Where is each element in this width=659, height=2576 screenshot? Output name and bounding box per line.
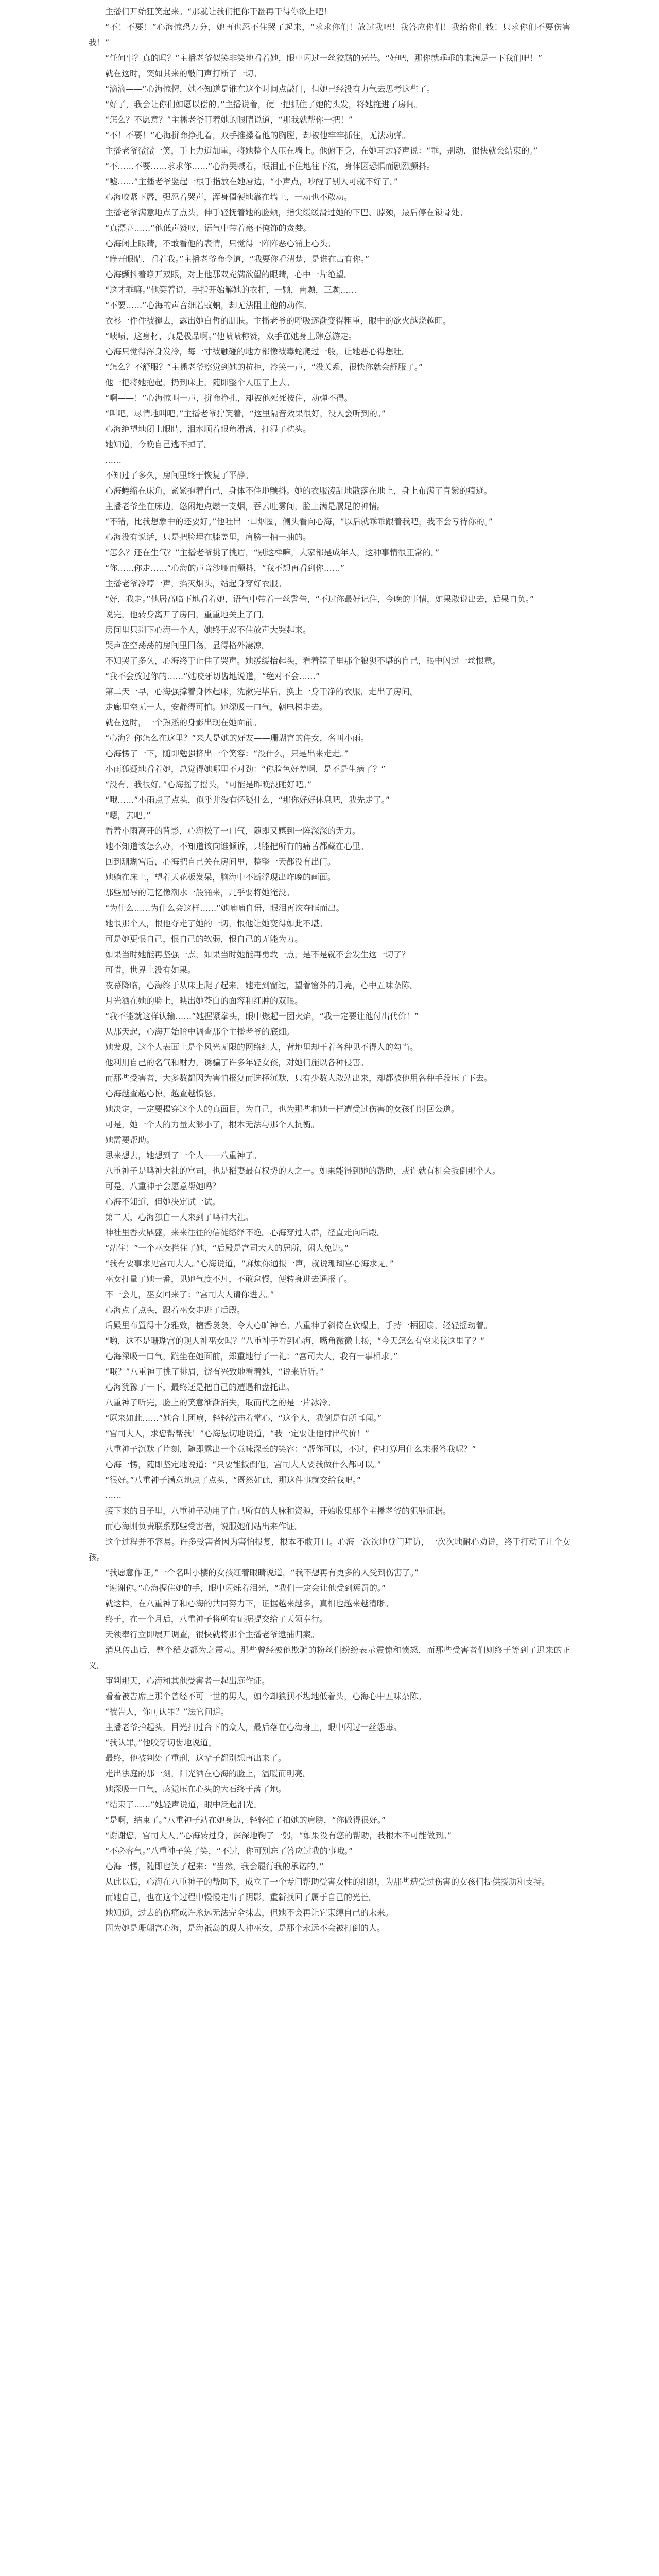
paragraph: 心海蜷缩在床角，紧紧抱着自己，身体不住地颤抖。她的衣服凌乱地散落在地上，身上布满了青紫的痕迹。 [105, 486, 493, 496]
paragraph: 心海不知道，但她决定试一试。 [105, 1197, 221, 1207]
paragraph: “很好。”八重神子满意地点了点头，“既然如此，那这件事就交给我吧。” [105, 1475, 361, 1485]
paragraph: “不……不要……求求你……”心海哭喊着，眼泪止不住地往下流，身体因恐惧而剧烈颤抖。 [105, 161, 435, 171]
paragraph: “结束了……”她轻声说道，眼中泛起泪光。 [105, 1800, 262, 1809]
paragraph: “你……你走……”心海的声音沙哑而颤抖，“我不想再看到你……” [105, 563, 345, 573]
paragraph: “啊——！”心海惊叫一声，拼命挣扎，却被他死死按住，动弹不得。 [105, 393, 353, 403]
paragraph: “哟，这不是珊瑚宫的现人神巫女吗？”八重神子看到心海，嘴角微微上扬，“今天怎么有空来我这里了？” [105, 1336, 485, 1346]
paragraph: 她躺在床上，望着天花板发呆，脑海中不断浮现出昨晚的画面。 [105, 872, 336, 882]
paragraph: “怎么？不舒服？”主播老爷察觉到她的抗拒，冷笑一声，“没关系，很快你就会舒服了。” [105, 362, 423, 372]
paragraph: “是啊，结束了。”八重神子站在她身边，轻轻拍了拍她的肩膀，“你做得很好。” [105, 1815, 386, 1825]
paragraph: 主播老爷满意地点了点头，伸手轻抚着她的脸颊，指尖缓缓滑过她的下巴、脖颈，最后停在锁骨处。 [105, 208, 468, 217]
paragraph: 走出法庭的那一刻，阳光洒在心海的脸上，温暖而明亮。 [105, 1769, 311, 1778]
paragraph: “我认罪。”他咬牙切齿地说道。 [105, 1738, 217, 1748]
paragraph: 可是，八重神子会愿意帮她吗？ [105, 1181, 221, 1191]
paragraph: “任何事？真的吗？”主播老爷似笑非笑地看着她，眼中闪过一丝狡黠的光芒。“好吧，那你就乖乖的来满足一下我们吧！” [105, 53, 543, 63]
paragraph: “心海？你怎么在这里？”来人是她的好友——珊瑚宫的侍女，名叫小雨。 [105, 733, 369, 743]
paragraph: 她不知道该怎么办，不知道该向谁倾诉，只能把所有的痛苦都藏在心里。 [105, 841, 369, 851]
paragraph: “原来如此……”她合上团扇，轻轻敲击着掌心，“这个人，我倒是有所耳闻。” [105, 1413, 382, 1423]
paragraph: 主播老爷微微一笑，手上力道加重，将她整个人压在墙上。他俯下身，在她耳边轻声说：“乖，别动，很快就会结束的。” [105, 146, 538, 156]
paragraph: “不！不要！”心海拼命挣扎着，双手推搡着他的胸膛，却被他牢牢抓住，无法动弹。 [105, 130, 410, 140]
paragraph: “被告人，你可认罪？”法官问道。 [105, 1707, 229, 1717]
paragraph: “怎么？不愿意？”主播老爷盯着她的眼睛说道，“那我就帮你一把！” [105, 115, 353, 125]
paragraph: 可是她更恨自己，恨自己的软弱，恨自己的无能为力。 [105, 934, 303, 944]
paragraph: 八重神子沉默了片刻，随即露出一个意味深长的笑容：“帮你可以，不过，你打算用什么来报答我呢？” [105, 1444, 476, 1454]
paragraph: 第二天一早，心海强撑着身体起床，洗漱完毕后，换上一身干净的衣服，走出了房间。 [105, 687, 419, 697]
paragraph-list [89, 4, 570, 1936]
paragraph: 不知过了多久，房间里终于恢复了平静。 [105, 470, 254, 480]
paragraph: “叫吧，尽情地叫吧。”主播老爷狞笑着，“这里隔音效果很好，没人会听到的。” [105, 409, 386, 418]
paragraph: “谢谢你。”心海握住她的手，眼中闪烁着泪光，“我们一定会让他受到惩罚的。” [105, 1583, 386, 1593]
paragraph: 天领奉行立即展开调查，很快就将那个主播老爷逮捕归案。 [105, 1630, 320, 1639]
paragraph: “这才乖嘛。”他笑着说，手指开始解她的衣扣，一颗，两颗，三颗…… [105, 285, 357, 295]
paragraph: 看着小雨离开的背影，心海松了一口气，随即又感到一阵深深的无力。 [105, 826, 361, 836]
paragraph: 因为她是珊瑚宫心海，是海祇岛的现人神巫女，是那个永远不会被打倒的人。 [105, 1923, 386, 1933]
paragraph: “谢谢您，宫司大人。”心海转过身，深深地鞠了一躬，“如果没有您的帮助，我根本不可能做到。” [105, 1831, 452, 1840]
paragraph: “站住！”一个巫女拦住了她，“后殿是宫司大人的居所，闲人免进。” [105, 1243, 349, 1253]
paragraph: 那些屈辱的记忆像潮水一般涌来，几乎要将她淹没。 [105, 888, 295, 897]
paragraph: 终于，在一个月后，八重神子将所有证据提交给了天领奉行。 [105, 1614, 328, 1624]
paragraph: 心海越查越心惊，越查越愤怒。 [105, 1089, 221, 1098]
paragraph: 看着被告席上那个曾经不可一世的男人，如今却狼狈不堪地低着头，心海心中五味杂陈。 [105, 1691, 427, 1701]
paragraph: 她发现，这个人表面上是个风光无限的网络红人，背地里却干着各种见不得人的勾当。 [105, 1042, 419, 1052]
paragraph: 主播老爷坐在床边，悠闲地点燃一支烟，吞云吐雾间，脸上满是餍足的神情。 [105, 501, 386, 511]
paragraph: “不！不要！”心海惊恐万分，她再也忍不住哭了起来，“求求你们！放过我吧！我答应你们！我给你们钱！只求你们不要伤害我！” [89, 22, 570, 47]
paragraph: 心海点了点头，跟着巫女走进了后殿。 [105, 1305, 246, 1315]
paragraph: 如果当时她能再坚强一点，如果当时她能再勇敢一点，是不是就不会发生这一切了？ [105, 950, 410, 959]
paragraph: 主播老爷抬起头，目光扫过台下的众人，最后落在心海身上，眼中闪过一丝怨毒。 [105, 1722, 402, 1732]
paragraph: 回到珊瑚宫后，心海把自己关在房间里，整整一天都没有出门。 [105, 857, 336, 867]
paragraph: “哦……”小雨点了点头，似乎并没有怀疑什么，“那你好好休息吧，我先走了。” [105, 795, 390, 805]
article-body [89, 4, 570, 1936]
paragraph: …… [105, 455, 122, 465]
paragraph: 主播老爷冷哼一声，掐灭烟头，站起身穿好衣服。 [105, 579, 287, 588]
paragraph: 心海没有说话，只是把脸埋在膝盖里，肩膀一抽一抽的。 [105, 532, 311, 542]
paragraph: 最终，他被判处了重刑，这辈子都别想再出来了。 [105, 1753, 287, 1763]
paragraph: 不知哭了多久，心海终于止住了哭声。她缓缓抬起头，看着镜子里那个狼狈不堪的自己，眼中闪过一丝恨意。 [105, 656, 501, 666]
paragraph: “睁开眼睛，看着我。”主播老爷命令道，“我要你看清楚，是谁在占有你。” [105, 254, 370, 264]
paragraph: “我愿意作证。”一个名叫小樱的女孩红着眼睛说道，“我不想再有更多的人受到伤害了。” [105, 1568, 419, 1578]
paragraph: 心海闭上眼睛，不敢看他的表情，只觉得一阵阵恶心涌上心头。 [105, 239, 336, 248]
paragraph: 说完，他转身离开了房间，重重地关上了门。 [105, 609, 270, 619]
paragraph: 而心海则负责联系那些受害者，说服她们站出来作证。 [105, 1521, 303, 1531]
paragraph: “为什么……为什么会这样……”她喃喃自语，眼泪再次夺眶而出。 [105, 903, 344, 913]
paragraph: 衣衫一件件被褪去，露出她白皙的肌肤。主播老爷的呼吸逐渐变得粗重，眼中的欲火越烧越旺。 [105, 316, 452, 326]
paragraph: 房间里只剩下心海一个人，她终于忍不住放声大哭起来。 [105, 625, 311, 635]
paragraph: “嘘……”主播老爷竖起一根手指放在她唇边，“小声点，吵醒了别人可就不好了。” [105, 177, 398, 187]
paragraph: “不错，比我想象中的还要好。”他吐出一口烟圈，侧头看向心海，“以后就乖乖跟着我吧，我不会亏待你的。” [105, 517, 493, 527]
paragraph: “没有，我很好。”心海摇了摇头，“可能是昨晚没睡好吧。” [105, 779, 312, 789]
paragraph: 就这样，在八重神子和心海的共同努力下，证据越来越多，真相也越来越清晰。 [105, 1599, 394, 1608]
paragraph: “好，我走。”他居高临下地看着她，语气中带着一丝警告，“不过你最好记住，今晚的事情，如果敢说出去，后果自负。” [105, 594, 534, 604]
paragraph: 消息传出后，整个稻妻都为之震动。那些曾经被他欺骗的粉丝们纷纷表示震惊和愤怒，而那些受害者们则终于等到了迟来的正义。 [89, 1645, 570, 1670]
paragraph: 八重神子听完，脸上的笑意渐渐消失，取而代之的是一片冰冷。 [105, 1398, 336, 1408]
paragraph: 心海犹豫了一下，最终还是把自己的遭遇和盘托出。 [105, 1382, 295, 1392]
paragraph: 哭声在空荡荡的房间里回荡，显得格外凄凉。 [105, 640, 270, 650]
paragraph: 心海愣了一下，随即勉强挤出一个笑容：“没什么，只是出来走走。” [105, 749, 349, 758]
paragraph: 主播们开始狂笑起来。“那就让我们把你干翻再干得你欲上吧！ [105, 7, 332, 16]
paragraph: 巫女打量了她一番，见她气度不凡，不敢怠慢，便转身进去通报了。 [105, 1274, 353, 1284]
paragraph: 可是，她一个人的力量太渺小了，根本无法与那个人抗衡。 [105, 1120, 320, 1129]
paragraph: 这个过程并不容易。许多受害者因为害怕报复，根本不敢开口。心海一次次地登门拜访，一次次地耐心劝说，终于打动了几个女孩。 [89, 1537, 570, 1562]
paragraph: 心海绝望地闭上眼睛，泪水顺着眼角滑落，打湿了枕头。 [105, 424, 311, 434]
paragraph: 夜幕降临，心海终于从床上爬了起来。她走到窗边，望着窗外的月亮，心中五味杂陈。 [105, 980, 419, 990]
paragraph: “啧啧，这身材，真是极品啊。”他啧啧称赞，双手在她身上肆意游走。 [105, 331, 357, 341]
paragraph: 从此以后，心海在八重神子的帮助下，成立了一个专门帮助受害女性的组织，为那些遭受过伤害的女孩们提供援助和支持。 [105, 1877, 550, 1887]
paragraph: 他一把将她抱起，扔到床上，随即整个人压了上去。 [105, 378, 295, 387]
paragraph: 心海深吸一口气，跪坐在她面前，郑重地行了一礼：“宫司大人，我有一事相求。” [105, 1351, 398, 1361]
paragraph: 小雨狐疑地看着她，总觉得她哪里不对劲：“你脸色好差啊，是不是生病了？” [105, 764, 386, 774]
paragraph: 而那些受害者，大多数都因为害怕报复而选择沉默，只有少数人敢站出来，却都被他用各种手段压了下去。 [105, 1073, 493, 1083]
paragraph: 她深吸一口气，感觉压在心头的大石终于落了地。 [105, 1784, 287, 1794]
paragraph: “我不会放过你的……”她咬牙切齿地说道，“绝对不会……” [105, 671, 320, 681]
paragraph: 她知道，过去的伤痛或许永远无法完全抹去，但她不会再让它束缚自己的未来。 [105, 1908, 394, 1918]
paragraph: 心海一愣，随即坚定地说道：“只要能扳倒他，宫司大人要我做什么都可以。” [105, 1460, 381, 1469]
paragraph: 她恨那个人，恨他夺走了她的一切，恨他让她变得如此不堪。 [105, 919, 328, 928]
paragraph: 思来想去，她想到了一个人——八重神子。 [105, 1150, 262, 1160]
paragraph: 他利用自己的名气和财力，诱骗了许多年轻女孩，对她们施以各种侵害。 [105, 1058, 369, 1067]
paragraph: “宫司大人，求您帮帮我！”心海恳切地说道，“我一定要让他付出代价！” [105, 1429, 370, 1438]
paragraph: “滴滴——”心海惊愕，她不知道是谁在这个时间点敲门，但她已经没有力气去思考这些了。 [105, 84, 435, 94]
paragraph: 而她自己，也在这个过程中慢慢走出了阴影，重新找回了属于自己的光芒。 [105, 1892, 377, 1902]
paragraph: 第二天，心海独自一人来到了鸣神大社。 [105, 1212, 254, 1222]
paragraph: “不要……”心海的声音细若蚊蚋，却无法阻止他的动作。 [105, 300, 311, 310]
paragraph: 可惜，世界上没有如果。 [105, 965, 196, 975]
paragraph: “不必客气。”八重神子笑了笑，“不过，你可别忘了答应过我的事哦。” [105, 1846, 353, 1856]
paragraph: “真漂亮……”他低声赞叹，语气中带着毫不掩饰的贪婪。 [105, 223, 311, 233]
paragraph: 走廊里空无一人，安静得可怕。她深吸一口气，朝电梯走去。 [105, 702, 328, 712]
paragraph: 她知道，今晚自己逃不掉了。 [105, 439, 213, 449]
paragraph: 接下来的日子里，八重神子动用了自己所有的人脉和资源，开始收集那个主播老爷的犯罪证据。 [105, 1506, 452, 1516]
paragraph: 神社里香火鼎盛，来来往往的信徒络绎不绝。心海穿过人群，径直走向后殿。 [105, 1228, 386, 1238]
paragraph: 心海只觉得浑身发冷，每一寸被触碰的地方都像被毒蛇爬过一般，让她恶心得想吐。 [105, 347, 410, 357]
paragraph: “我有要事求见宫司大人。”心海说道，“麻烦你通报一声，就说珊瑚宫心海求见。” [105, 1259, 394, 1268]
paragraph: 八重神子是鸣神大社的宫司，也是稻妻最有权势的人之一。如果能得到她的帮助，或许就有机会扳倒那个人。 [105, 1166, 501, 1176]
paragraph: “哦？”八重神子挑了挑眉，饶有兴致地看着她，“说来听听。” [105, 1367, 324, 1377]
paragraph: 从那天起，心海开始暗中调查那个主播老爷的底细。 [105, 1027, 295, 1037]
paragraph: …… [105, 1490, 122, 1500]
paragraph: “怎么？还在生气？”主播老爷挑了挑眉，“别这样嘛，大家都是成年人，这种事情很正常的。” [105, 548, 440, 557]
paragraph: 她需要帮助。 [105, 1135, 155, 1145]
paragraph: “我不能就这样认输……”她握紧拳头，眼中燃起一团火焰，“我一定要让他付出代价！” [105, 1011, 419, 1021]
paragraph: “嗯，去吧。” [105, 810, 151, 820]
paragraph: “好了，我会让你们如愿以偿的。”主播说着，便一把抓住了她的头发，将她拖进了房间。 [105, 99, 423, 109]
paragraph: 心海一愣，随即也笑了起来：“当然，我会履行我的承诺的。” [105, 1861, 324, 1871]
paragraph: 不一会儿，巫女回来了：“宫司大人请你进去。” [105, 1290, 274, 1299]
paragraph: 月光洒在她的脸上，映出她苍白的面容和红肿的双眼。 [105, 996, 303, 1006]
paragraph: 心海咬紧下唇，强忍着哭声，浑身僵硬地靠在墙上，一动也不敢动。 [105, 192, 353, 202]
paragraph: 审判那天，心海和其他受害者一起出庭作证。 [105, 1676, 270, 1686]
paragraph: 她决定，一定要揭穿这个人的真面目，为自己，也为那些和她一样遭受过伤害的女孩们讨回公道。 [105, 1104, 460, 1114]
paragraph: 心海颤抖着睁开双眼，对上他那双充满欲望的眼睛，心中一片绝望。 [105, 269, 353, 279]
paragraph: 后殿里布置得十分雅致，檀香袅袅，令人心旷神怡。八重神子斜倚在软榻上，手持一柄团扇，轻轻摇动着。 [105, 1320, 493, 1330]
paragraph: 就在这时，一个熟悉的身影出现在她面前。 [105, 718, 262, 727]
paragraph: 就在这时，突如其来的敲门声打断了一切。 [105, 69, 262, 78]
